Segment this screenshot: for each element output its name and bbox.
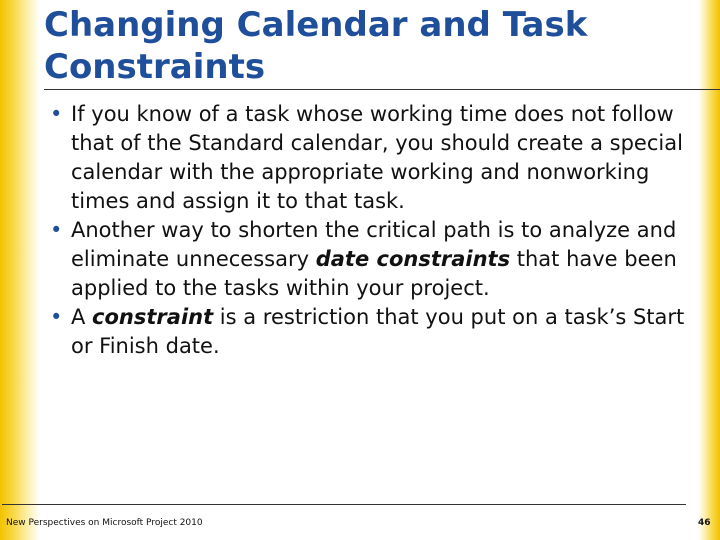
page-number: 46: [698, 518, 711, 528]
bullet-item-2: [50, 216, 690, 303]
title-divider: [44, 89, 720, 90]
bullet-text: that have been applied to the tasks within your project.: [71, 247, 677, 300]
bullet-dot-icon: •: [50, 102, 63, 126]
emphasized-term: constraint: [92, 305, 214, 329]
emphasized-term: date constraints: [315, 247, 511, 271]
bullet-text: Another way to shorten the critical path is to analyze and eliminate unnecessary: [71, 218, 677, 271]
left-accent-band: [0, 0, 40, 540]
bullet-dot-icon: •: [50, 305, 63, 329]
right-accent-band: [698, 0, 720, 540]
bullet-item-1: [50, 100, 690, 216]
bullet-text: If you know of a task whose working time does not follow that of the Standard calendar, you should create a special calendar with the appropriate working and nonworking times and assign it to that task.: [71, 102, 683, 213]
bullet-text: is a restriction that you put on a task’s Start or Finish date.: [71, 305, 685, 358]
bullet-item-3: [50, 303, 690, 361]
bullet-list: [50, 100, 690, 361]
bullet-dot-icon: •: [50, 218, 63, 242]
bullet-text: A: [71, 305, 93, 329]
slide-title: Changing Calendar and Task Constraints: [44, 5, 588, 87]
footer-divider: [2, 504, 686, 505]
footer-text: New Perspectives on Microsoft Project 2010: [6, 518, 203, 528]
